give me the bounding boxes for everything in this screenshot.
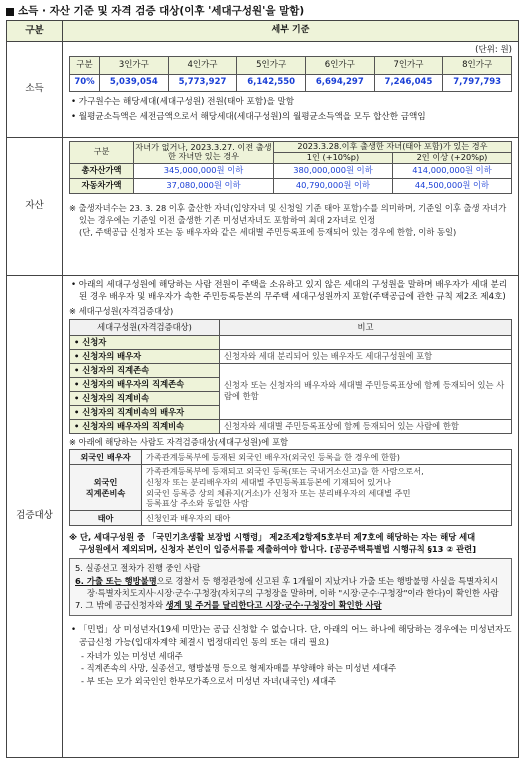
asset-value: 37,080,000원 이하 <box>134 178 274 193</box>
exclusion-item-emphasis: 6. 가출 또는 행방불명 <box>75 575 157 586</box>
asset-note <box>69 200 512 238</box>
household-member: • 신청자의 배우자의 직계존속 <box>70 377 220 391</box>
exclusion-item <box>75 599 506 611</box>
asset-value: 345,000,000원 이하 <box>134 163 274 178</box>
exclusion-item-text: 7. 그 밖에 공급신청자와 <box>75 600 166 611</box>
section-title-text: 소득 · 자산 기준 및 자격 검증 대상(이후 '세대구성원'을 말함) <box>18 5 305 18</box>
exclusion-item-text: 으로 경찰서 등 행정관청에 신고된 후 1개월이 지났거나 가출 또는 행방불명 사실을 특별자치시장·특별자치도지사·시장·군수·구청장(자치구의 구청장을 말하며, 이하 "시장·군수·구청장"이라 한다)이 확인한 사람 <box>87 575 499 598</box>
asset-value: 414,000,000원 이하 <box>392 163 511 178</box>
household-members-table <box>69 319 512 434</box>
verify-subtitle: ※ 세대구성원(자격검증대상) <box>69 305 174 316</box>
asset-row-label: 자동차가액 <box>70 178 134 193</box>
exclusion-criteria-box <box>69 558 512 616</box>
household-member: • 신청자의 직계존속 <box>70 363 220 377</box>
exclusion-warning-line: ※ 단, 세대구성원 중 「국민기초생활 보장법 시행령」 제2조제2항제5호부터 제7호에 해당하는 자는 해당 세대 <box>69 532 476 543</box>
minor-notice-line: - 직계존속의 사망, 실종선고, 행방불명 등으로 형제자매를 부양해야 하는 미성년 세대주 <box>81 663 397 674</box>
criteria-table <box>6 20 519 758</box>
income-value: 5,039,054 <box>100 75 169 92</box>
household-remark: 신청자와 세대 분리되어 있는 배우자도 세대구성원에 포함 <box>220 349 512 363</box>
header-col-category: 구분 <box>7 21 63 41</box>
asset-note-line: ※ 출생자녀수는 23. 3. 28 이후 출산한 자녀(입양자녀 및 신청일 기준 태아 포함)수를 의미하며, 기준일 이후 출생 자녀가 있는 경우에는 기준일 이전 출생한 기존 미성년자녀도 포함하여 최대 2자녀로 인정 <box>69 202 507 225</box>
income-value: 70% <box>70 75 100 92</box>
minor-notice-line: - 부 또는 모가 외국인인 한부모가족으로서 미성년 자녀(내국인) 세대주 <box>81 675 336 686</box>
exclusion-warning-line: 구성원에서 제외되며, 신청자 본인이 입증서류를 제출하여야 합니다. [공공주택특별법 시행규칙 §13 ② 관련] <box>79 544 476 555</box>
member-type: 외국인 배우자 <box>70 450 142 465</box>
income-value: 7,797,793 <box>443 75 512 92</box>
income-header: 5인가구 <box>237 57 306 75</box>
verify-subtitle-2: ※ 아래에 해당하는 사람도 자격검증대상(세대구성원)에 포함 <box>69 436 288 447</box>
income-header: 구분 <box>70 57 100 75</box>
verify-content <box>63 276 518 757</box>
income-header: 4인가구 <box>168 57 237 75</box>
square-bullet-icon <box>6 8 14 16</box>
verify-label: 검증대상 <box>7 276 63 757</box>
member-desc-line: 신청자 또는 분리배우자의 세대별 주민등록표등본에 기재되어 있거나 <box>146 477 391 488</box>
asset-content <box>63 138 518 275</box>
member-desc: 신청인과 배우자의 태아 <box>142 511 512 526</box>
member-desc-line: 가족관계등록부에 등재되고 외국인 등록(또는 국내거소신고)을 한 사람으로서, <box>146 466 424 477</box>
household-remark-empty <box>220 335 512 349</box>
minor-notice <box>69 624 512 687</box>
verify-intro: • 아래의 세대구성원에 해당하는 사람 전원이 주택을 소유하고 있지 않은 세대의 구성원을 말하며 배우자가 세대 분리된 경우 배우자 및 배우자가 속한 주민등록등본의 무주택 세대구성원까지 포함(주택공급에 관한 규칙 제2조 제4호) <box>71 280 508 303</box>
income-label: 소득 <box>7 42 63 137</box>
asset-note-line: (단, 주택공급 신청자 또는 동 배우자와 같은 세대별 주민등록표에 등재되어 있는 경우에 한함, 이하 동일) <box>79 226 457 237</box>
member-type-line: 외국인 <box>93 477 118 488</box>
asset-header-two-children: 2인 이상 (+20%p) <box>392 152 511 163</box>
household-remark: 신청자와 세대별 주민등록표상에 함께 등재되어 있는 사람에 한함 <box>220 419 512 433</box>
household-remark: 신청자 또는 신청자의 배우자와 세대별 주민등록표상에 함께 등재되어 있는 사람에 한함 <box>220 363 512 419</box>
household-header-remark: 비고 <box>220 319 512 335</box>
income-header: 3인가구 <box>100 57 169 75</box>
minor-notice-line: • 「민법」상 미성년자(19세 미만)는 공급 신청할 수 없습니다. 단, 아래의 어느 하나에 해당하는 경우에는 미성년자도 공급신청 가능(입대자계약 체결시 법정대리인 동의 또는 대리 필요) <box>71 624 512 648</box>
asset-section <box>7 137 518 275</box>
exclusion-warning <box>69 531 512 555</box>
minor-notice-line: - 자녀가 있는 미성년 세대주 <box>81 650 183 661</box>
income-header: 8인가구 <box>443 57 512 75</box>
income-value: 7,246,045 <box>374 75 443 92</box>
income-section <box>7 41 518 137</box>
asset-header-one-child: 1인 (+10%p) <box>274 152 393 163</box>
exclusion-item: 5. 실종선고 절차가 진행 중인 사람 <box>75 563 201 574</box>
income-content <box>63 42 518 137</box>
member-type <box>70 465 142 511</box>
header-col-detail: 세부 기준 <box>271 25 310 36</box>
exclusion-item <box>75 575 506 600</box>
income-note: • 월평균소득액은 세전금액으로서 해당세대(세대구성원)의 월평균소득액을 모두 합산한 금액임 <box>71 112 426 123</box>
income-value: 6,694,297 <box>305 75 374 92</box>
income-unit: (단위: 원) <box>475 45 512 55</box>
household-member: • 신청자의 직계비속 <box>70 391 220 405</box>
asset-value: 40,790,000원 이하 <box>274 178 393 193</box>
income-value: 5,773,927 <box>168 75 237 92</box>
asset-header-type: 구분 <box>70 142 134 164</box>
asset-row-label: 총자산가액 <box>70 163 134 178</box>
household-member: • 신청자의 배우자의 직계비속 <box>70 419 220 433</box>
asset-value: 44,500,000원 이하 <box>392 178 511 193</box>
table-header <box>7 21 518 41</box>
member-type: 태아 <box>70 511 142 526</box>
household-member: • 신청자의 직계비속의 배우자 <box>70 405 220 419</box>
asset-value: 380,000,000원 이하 <box>274 163 393 178</box>
member-desc: 가족관계등록부에 등재된 외국인 배우자(외국인 등록을 한 경우에 한함) <box>142 450 512 465</box>
member-desc-line: 등록표상 주소와 동일한 사람 <box>146 498 249 509</box>
additional-members-table <box>69 449 512 526</box>
household-header-member: 세대구성원(자격검증대상) <box>70 319 220 335</box>
exclusion-item-emphasis: 생계 및 주거를 달리한다고 시장·군수·구청장이 확인한 사람 <box>165 600 382 611</box>
asset-table <box>69 141 512 194</box>
member-type-line: 직계존비속 <box>85 487 126 498</box>
verify-section <box>7 275 518 757</box>
asset-header-before: 자녀가 없거나, 2023.3.27. 이전 출생한 자녀만 있는 경우 <box>135 141 272 162</box>
asset-header-after: 2023.3.28.이후 출생한 자녀(태아 포함)가 있는 경우 <box>274 142 512 153</box>
asset-label: 자산 <box>7 138 63 275</box>
income-header: 7인가구 <box>374 57 443 75</box>
member-desc <box>142 465 512 511</box>
income-table <box>69 56 512 92</box>
income-value: 6,142,550 <box>237 75 306 92</box>
household-member: • 신청자의 배우자 <box>70 349 220 363</box>
income-note: • 가구원수는 해당세대(세대구성원) 전원(태아 포함)을 말함 <box>71 97 295 107</box>
household-member: • 신청자 <box>70 335 220 349</box>
section-title <box>6 4 519 20</box>
income-header: 6인가구 <box>305 57 374 75</box>
member-desc-line: 외국인 등록증 상의 체류지(거소)가 신청자 또는 분리배우자의 세대별 주민 <box>146 487 411 498</box>
